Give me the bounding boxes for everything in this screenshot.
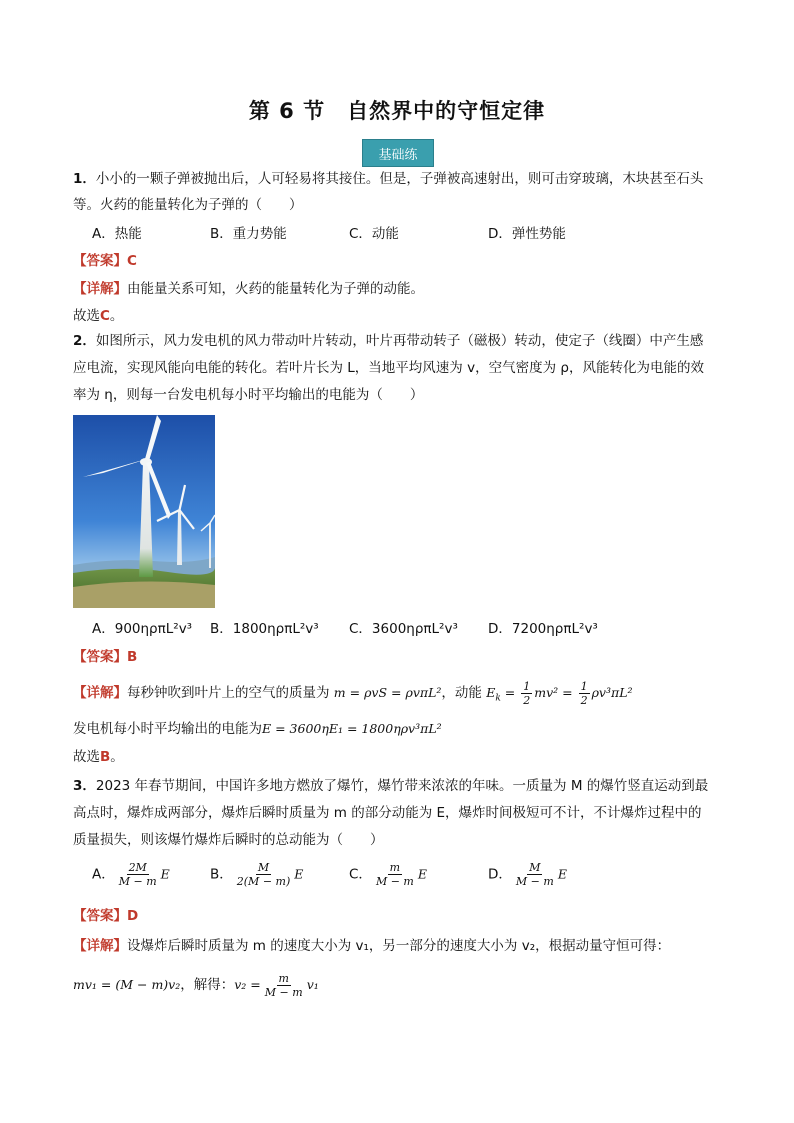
detail-tag: 【详解】 — [73, 281, 127, 297]
section-badge: 基础练 — [362, 139, 434, 167]
v2-symbol: v₂ = — [234, 977, 261, 992]
q2-option-d: D．7200ηρπL²v³ — [488, 621, 598, 637]
conclusion-value: B — [100, 749, 111, 765]
option-label: C． — [349, 866, 372, 883]
q2-option-c: C．3600ηρπL²v³ — [349, 621, 458, 637]
option-fraction — [374, 861, 416, 888]
q3-detail — [73, 936, 670, 956]
fraction-num: m — [389, 861, 401, 874]
q3-equation — [73, 970, 319, 1000]
option-fraction — [117, 861, 159, 888]
option-label: A． — [92, 866, 115, 883]
option-tail: E — [557, 866, 567, 882]
detail-line2-text: 发电机每小时平均输出的电能为 — [73, 721, 262, 737]
q1-option-a: A．热能 — [92, 226, 142, 242]
ek-symbol: E — [486, 685, 496, 700]
mass-equation: m = ρvS = ρvπL² — [333, 685, 442, 700]
q1-conclusion — [73, 306, 123, 326]
q2-number: 2． — [73, 333, 96, 349]
wind-turbine-illustration — [73, 415, 215, 608]
q3-stem-line2: 高点时，爆炸成两部分，爆炸后瞬时质量为 m 的部分动能为 E，爆炸时间极短可不计，不计爆炸过程中的 — [73, 805, 702, 821]
q3-option-d — [488, 861, 567, 888]
option-fraction — [514, 861, 556, 888]
q2-stem-line1 — [73, 331, 703, 351]
q2-detail — [73, 680, 633, 712]
answer-value: D — [127, 908, 139, 924]
q1-number: 1． — [73, 171, 96, 187]
option-label: B． — [210, 866, 233, 883]
conclusion-pre: 故选 — [73, 308, 100, 324]
q2-stem-line3: 率为 η，则每一台发电机每小时平均输出的电能为（ ） — [73, 387, 424, 403]
option-label: D． — [488, 866, 512, 883]
answer-value: B — [127, 649, 138, 665]
fraction-num: m — [278, 971, 289, 985]
q3-answer — [73, 906, 138, 926]
option-tail: E — [160, 866, 170, 882]
fraction-num: M — [529, 861, 541, 874]
v1-symbol: v₁ — [306, 977, 319, 992]
detail-text: 每秒钟吹到叶片上的空气的质量为 — [127, 685, 330, 701]
page-title: 第 6 节 自然界中的守恒定律 — [248, 99, 546, 123]
momentum-equation: mv₁ = (M − m)v₂ — [73, 977, 181, 992]
option-tail: E — [294, 866, 304, 882]
half-fraction: $\frac{1}{2}$ — [523, 680, 531, 707]
fraction-den: M − m — [118, 875, 157, 888]
fraction-num: 2M — [128, 861, 147, 874]
detail-tag: 【详解】 — [73, 938, 127, 954]
q1-answer — [73, 251, 137, 271]
q2-answer — [73, 647, 137, 667]
conclusion-value: C — [100, 308, 110, 324]
q3-stem-line1 — [73, 776, 708, 796]
detail-text: 设爆炸后瞬时质量为 m 的速度大小为 v₁，另一部分的速度大小为 v₂，根据动量守恒可得： — [127, 938, 671, 954]
conclusion-post: 。 — [110, 749, 124, 765]
kinetic-energy-equation: $E_k$ = $\frac{1}{2}$ mv² = $\frac{1}{2}$ ρv³πL² — [486, 680, 633, 707]
conclusion-pre: 故选 — [73, 749, 100, 765]
conclusion-post: 。 — [109, 308, 124, 324]
q2-option-a: A．900ηρπL²v³ — [92, 621, 193, 637]
q3-stem-line3: 质量损失，则该爆竹爆炸后瞬时的总动能为（ ） — [73, 832, 384, 848]
wind-turbine-image — [73, 415, 215, 608]
fraction-den: M − m — [515, 875, 554, 888]
q2-text-1: 如图所示，风力发电机的风力带动叶片转动，叶片再带动转子（磁极）转动，使定子（线圈）中产生感 — [95, 333, 704, 349]
fraction-den: 2(M − m) — [236, 875, 291, 888]
q1-option-c: C．动能 — [349, 226, 399, 242]
q2-detail-line2 — [73, 719, 442, 739]
q2-stem-line2: 应电流，实现风能向电能的转化。若叶片长为 L，当地平均风速为 v，空气密度为 ρ，风能转化为电能的效 — [73, 360, 704, 376]
option-tail: E — [417, 866, 427, 882]
q2-option-b: B．1800ηρπL²v³ — [210, 621, 319, 637]
answer-tag: 【答案】 — [73, 253, 127, 269]
q3-number: 3． — [73, 778, 96, 794]
answer-tag: 【答案】 — [73, 908, 127, 924]
fraction-num: M — [257, 861, 270, 874]
energy-equation: E = 3600ηE₁ = 1800ηρv³πL² — [262, 721, 442, 736]
fraction-den: M − m — [375, 875, 414, 888]
detail-tag: 【详解】 — [73, 685, 127, 701]
v2-fraction — [263, 972, 305, 999]
answer-value: C — [127, 253, 137, 269]
fraction-den: M − m — [264, 985, 303, 999]
q1-stem-line2: 等。火药的能量转化为子弹的（ ） — [73, 197, 303, 213]
detail-mid: ，动能 — [441, 685, 482, 701]
q3-option-b — [210, 861, 303, 888]
q1-stem-line1 — [73, 169, 703, 189]
q3-text-1: 2023 年春节期间，中国许多地方燃放了爆竹，爆竹带来浓浓的年味。一质量为 M 的爆竹竖直运动到最 — [95, 778, 709, 794]
detail-text: 由能量关系可知，火药的能量转化为子弹的动能。 — [127, 281, 424, 297]
q1-text-1: 小小的一颗子弹被抛出后，人可轻易将其接住。但是，子弹被高速射出，则可击穿玻璃，木块甚至石头 — [95, 171, 704, 187]
half-fraction-2: $\frac{1}{2}$ — [580, 680, 588, 707]
option-fraction — [235, 861, 293, 888]
q3-option-c — [349, 861, 427, 888]
q2-conclusion — [73, 747, 124, 767]
q3-option-a — [92, 861, 170, 888]
answer-tag: 【答案】 — [73, 649, 127, 665]
q1-detail — [73, 279, 424, 299]
equation-mid: ，解得： — [180, 977, 235, 993]
q1-option-b: B．重力势能 — [210, 226, 287, 242]
q1-option-d: D．弹性势能 — [488, 226, 566, 242]
